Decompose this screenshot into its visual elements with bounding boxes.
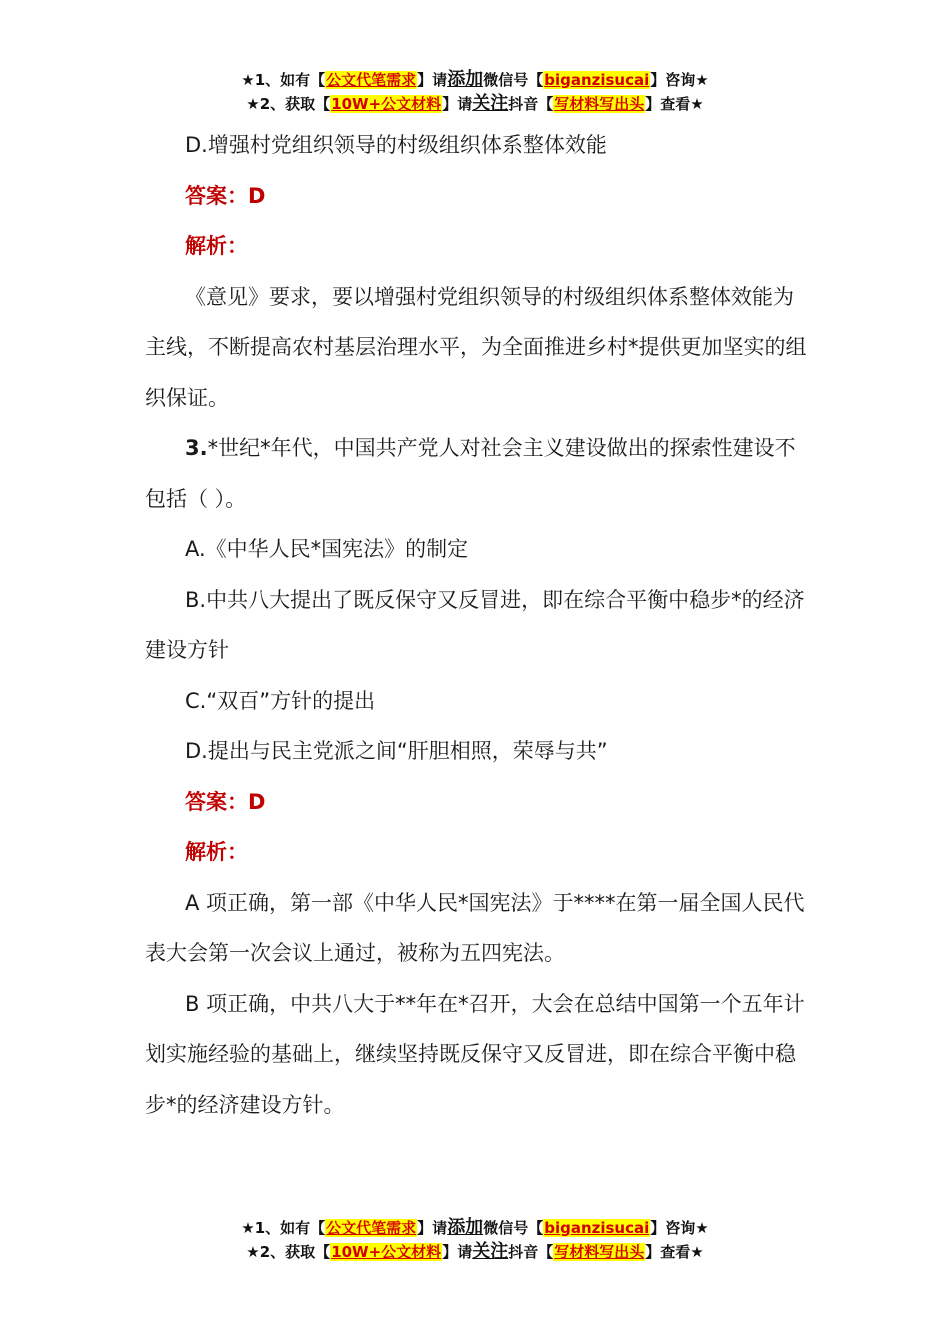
- header-highlight-wechat-id: biganzisucai: [544, 71, 650, 89]
- q3-option-c: C.“双百”方针的提出: [185, 688, 376, 713]
- q3-question-text: *世纪*年代，中国共产党人对社会主义建设做出的探索性建设不包括（ ）。: [145, 436, 796, 511]
- footer-highlight-wechat-id: biganzisucai: [544, 1219, 650, 1237]
- footer-banner: [0, 1216, 950, 1264]
- q3-number: 3.: [185, 436, 208, 460]
- footer-line-2-text-2: 抖音【: [508, 1243, 554, 1261]
- header-line-1-text: 】请: [417, 71, 448, 89]
- footer-line-2: [0, 1240, 950, 1264]
- header-highlight-materials: 10W+公文材料: [331, 95, 442, 113]
- footer-line-1-text-2: 微信号【: [483, 1219, 544, 1237]
- footer-line-1-emphasis: 添加: [447, 1217, 484, 1238]
- header-line-2-text-2: 抖音【: [508, 95, 554, 113]
- footer-highlight-service: 公文代笔需求: [326, 1219, 417, 1237]
- header-line-2-emphasis: 关注: [472, 93, 509, 114]
- footer-line-1-text: 】请: [417, 1219, 448, 1237]
- footer-line-2-text: 】请: [442, 1243, 473, 1261]
- header-line-1-suffix: 】咨询★: [650, 71, 709, 89]
- header-line-1-emphasis: 添加: [447, 69, 484, 90]
- header-line-2: [0, 92, 950, 116]
- header-line-1: [0, 68, 950, 92]
- footer-highlight-douyin: 写材料写出头: [554, 1243, 645, 1261]
- header-line-2-text: 】请: [442, 95, 473, 113]
- footer-highlight-materials: 10W+公文材料: [331, 1243, 442, 1261]
- document-body: [145, 120, 810, 1130]
- footer-line-1-prefix: ★1、如有【: [241, 1219, 326, 1237]
- header-line-2-suffix: 】查看★: [645, 95, 704, 113]
- header-line-2-prefix: ★2、获取【: [246, 95, 331, 113]
- header-banner: [0, 68, 950, 116]
- q3-analysis-a: A 项正确，第一部《中华人民*国宪法》于****在第一届全国人民代表大会第一次会议上通过，被称为五四宪法。: [145, 890, 805, 965]
- footer-line-1-suffix: 】咨询★: [650, 1219, 709, 1237]
- footer-line-1: [0, 1216, 950, 1240]
- q3-option-b: B.中共八大提出了既反保守又反冒进，即在综合平衡中稳步*的经济建设方针: [145, 587, 805, 662]
- header-highlight-douyin: 写材料写出头: [554, 95, 645, 113]
- q2-option-d: D.增强村党组织领导的村级组织体系整体效能: [185, 133, 607, 157]
- header-line-1-text-2: 微信号【: [483, 71, 544, 89]
- footer-line-2-emphasis: 关注: [472, 1241, 509, 1262]
- q3-question: [145, 423, 810, 524]
- footer-line-2-suffix: 】查看★: [645, 1243, 704, 1261]
- q2-analysis-text: 《意见》要求，要以增强村党组织领导的村级组织体系整体效能为主线，不断提高农村基层治理水平，为全面推进乡村*提供更加坚实的组织保证。: [145, 284, 807, 410]
- q2-analysis-label: 解析：: [185, 234, 248, 258]
- footer-line-2-prefix: ★2、获取【: [246, 1243, 331, 1261]
- q3-analysis-label: 解析：: [185, 840, 248, 864]
- header-highlight-service: 公文代笔需求: [326, 71, 417, 89]
- q3-answer: 答案：D: [185, 789, 266, 814]
- q2-answer: 答案：D: [185, 183, 266, 208]
- q3-option-d: D.提出与民主党派之间“肝胆相照，荣辱与共”: [185, 739, 608, 763]
- header-line-1-prefix: ★1、如有【: [241, 71, 326, 89]
- q3-analysis-b: B 项正确，中共八大于**年在*召开，大会在总结中国第一个五年计划实施经验的基础上，继续坚持既反保守又反冒进，即在综合平衡中稳步*的经济建设方针。: [145, 991, 805, 1117]
- q3-option-a: A.《中华人民*国宪法》的制定: [185, 537, 469, 561]
